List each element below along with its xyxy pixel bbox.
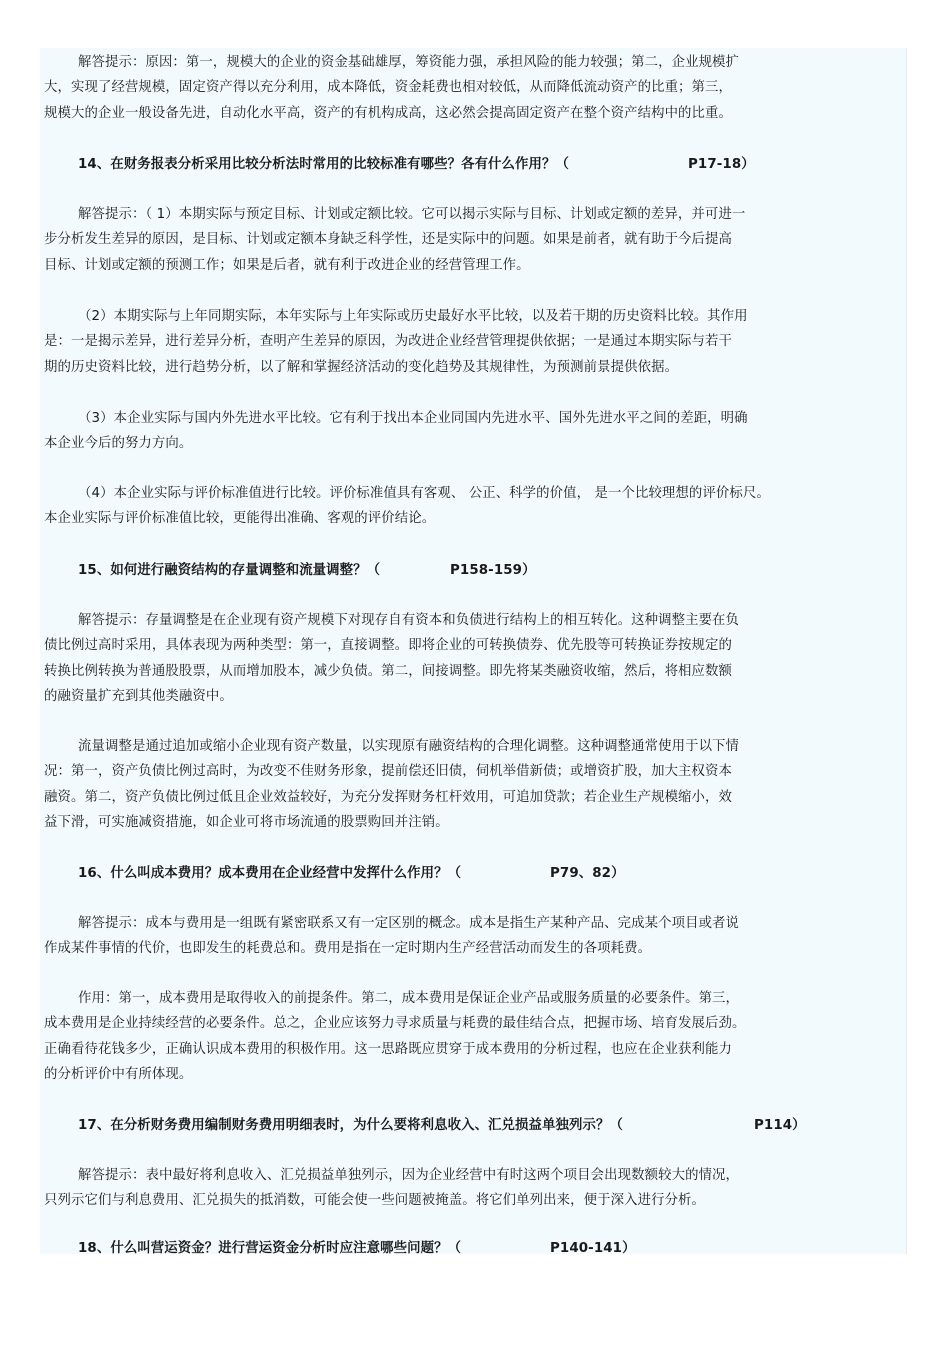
- question-heading: 18、什么叫营运资金？进行营运资金分析时应注意哪些问题？（: [78, 1241, 462, 1256]
- paragraph-line: 债比例过高时采用，具体表现为两种类型：第一，直接调整。即将企业的可转换债券、优先股等可转换证券按规定的: [44, 638, 733, 654]
- page-reference: P158-159）: [450, 563, 536, 578]
- paragraph-line: 的融资量扩充到其他类融资中。: [44, 688, 233, 704]
- paragraph-line: 正确看待花钱多少，正确认识成本费用的积极作用。这一思路既应贯穿于成本费用的分析过程，也应在企业获利能力: [44, 1041, 733, 1057]
- paragraph-first-line: （3）本企业实际与国内外先进水平比较。它有利于找出本企业同国内先进水平、国外先进水平之间的差距，明确: [78, 411, 748, 426]
- question-heading: 14、在财务报表分析采用比较分析法时常用的比较标准有哪些？各有什么作用？（: [78, 157, 570, 172]
- page-reference: P140-141）: [550, 1241, 636, 1256]
- paragraph-line: 只列示它们与利息费用、汇兑损失的抵消数，可能会使一些问题被掩盖。将它们单列出来，便于深入进行分析。: [44, 1193, 706, 1209]
- paragraph-first-line: 作用：第一，成本费用是取得收入的前提条件。第二，成本费用是保证企业产品或服务质量的必要条件。第三，: [78, 991, 740, 1006]
- paragraph-line: 本企业实际与评价标准值比较，更能得出准确、客观的评价结论。: [44, 511, 436, 527]
- paragraph-line: 况：第一，资产负债比例过高时，为改变不佳财务形象，提前偿还旧债，伺机举借新债；或增资扩股，加大主权资本: [44, 764, 733, 780]
- paragraph-line: 目标、计划或定额的预测工作；如果是后者，就有利于改进企业的经营管理工作。: [44, 257, 530, 273]
- paragraph-first-line: 解答提示：原因：第一，规模大的企业的资金基础雄厚，筹资能力强，承担风险的能力较强；第二，企业规模扩: [78, 55, 740, 70]
- paragraph-first-line: 流量调整是通过追加或缩小企业现有资产数量，以实现原有融资结构的合理化调整。这种调整通常使用于以下情: [78, 739, 740, 754]
- paragraph-line: 融资。第二，资产负债比例过低且企业效益较好，为充分发挥财务杠杆效用，可追加贷款；若企业生产规模缩小，效: [44, 789, 733, 805]
- paragraph-first-line: 解答提示：存量调整是在企业现有资产规模下对现存自有资本和负债进行结构上的相互转化。这种调整主要在负: [78, 613, 740, 628]
- paragraph-line: 作成某件事情的代价，也即发生的耗费总和。费用是指在一定时期内生产经营活动而发生的各项耗费。: [44, 941, 652, 957]
- paragraph-line: 是：一是揭示差异，进行差异分析，查明产生差异的原因，为改进企业经营管理提供依据；一是通过本期实际与若干: [44, 334, 733, 350]
- document-page: [40, 48, 907, 1254]
- paragraph-line: 成本费用是企业持续经营的必要条件。总之，企业应该努力寻求质量与耗费的最佳结合点，把握市场、培育发展后劲。: [44, 1016, 746, 1032]
- page-reference: P17-18）: [688, 157, 755, 172]
- page-reference: P79、82）: [550, 866, 625, 881]
- page-reference: P114）: [754, 1118, 806, 1133]
- paragraph-line: 转换比例转换为普通股股票，从而增加股本，减少负债。第二，间接调整。即先将某类融资收缩，然后，将相应数额: [44, 663, 733, 679]
- question-heading: 17、在分析财务费用编制财务费用明细表时，为什么要将利息收入、汇兑损益单独列示？（: [78, 1118, 623, 1133]
- paragraph-line: 本企业今后的努力方向。: [44, 436, 193, 452]
- paragraph-line: 的分析评价中有所体现。: [44, 1066, 193, 1082]
- paragraph-line: 益下滑，可实施减资措施，如企业可将市场流通的股票购回并注销。: [44, 814, 449, 830]
- paragraph-first-line: 解答提示：（ 1）本期实际与预定目标、计划或定额比较。它可以揭示实际与目标、计划或定额的差异，并可进一: [78, 207, 746, 222]
- paragraph-line: 步分析发生差异的原因，是目标、计划或定额本身缺乏科学性，还是实际中的问题。如果是前者，就有助于今后提高: [44, 232, 733, 248]
- paragraph-line: 大，实现了经营规模，固定资产得以充分利用，成本降低，资金耗费也相对较低，从而降低流动资产的比重；第三，: [44, 80, 733, 96]
- paragraph-line: 规模大的企业一般设备先进，自动化水平高，资产的有机构成高，这必然会提高固定资产在整个资产结构中的比重。: [44, 105, 733, 121]
- paragraph-first-line: 解答提示：表中最好将利息收入、汇兑损益单独列示，因为企业经营中有时这两个项目会出现数额较大的情况，: [78, 1168, 740, 1183]
- paragraph-first-line: （2）本期实际与上年同期实际，本年实际与上年实际或历史最好水平比较，以及若干期的历史资料比较。其作用: [78, 309, 748, 324]
- paragraph-first-line: （4）本企业实际与评价标准值进行比较。评价标准值具有客观、 公正、科学的价值， 是一个比较理想的评价标尺。: [78, 486, 770, 501]
- question-heading: 16、什么叫成本费用？成本费用在企业经营中发挥什么作用？（: [78, 866, 462, 881]
- paragraph-line: 期的历史资料比较，进行趋势分析，以了解和掌握经济活动的变化趋势及其规律性，为预测前景提供依据。: [44, 359, 679, 375]
- paragraph-first-line: 解答提示：成本与费用是一组既有紧密联系又有一定区别的概念。成本是指生产某种产品、完成某个项目或者说: [78, 916, 740, 931]
- question-heading: 15、如何进行融资结构的存量调整和流量调整？（: [78, 563, 381, 578]
